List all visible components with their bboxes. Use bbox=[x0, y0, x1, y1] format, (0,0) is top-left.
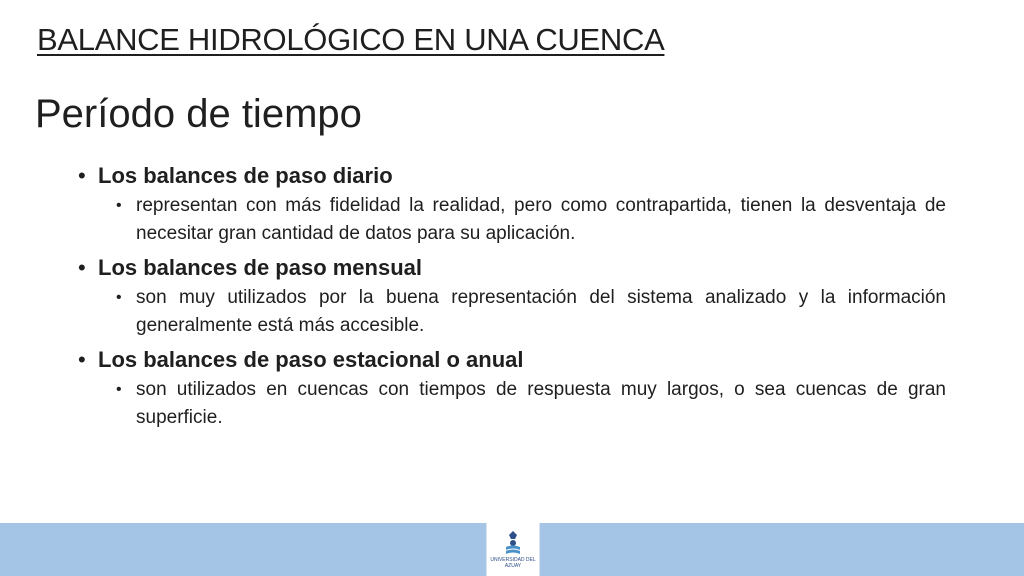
bullet-monthly-detail: • son muy utilizados por la buena representación del sistema analizado y la información generalmente está más accesible. bbox=[116, 284, 946, 340]
bullet-seasonal-balance: • Los balances de paso estacional o anual bbox=[78, 344, 946, 376]
logo-text: UNIVERSIDAD DEL AZUAY bbox=[490, 557, 536, 569]
university-logo bbox=[486, 523, 540, 576]
bullet-daily-balance: • Los balances de paso diario bbox=[78, 160, 946, 192]
slide-heading: BALANCE HIDROLÓGICO EN UNA CUENCA bbox=[37, 22, 665, 57]
slide-title: Período de tiempo bbox=[35, 92, 362, 136]
slide-content bbox=[78, 156, 946, 434]
bullet-daily-detail: • representan con más fidelidad la realidad, pero como contrapartida, tienen la desventaja de necesitar gran cantidad de datos para su aplicación. bbox=[116, 192, 946, 248]
bullet-monthly-balance: • Los balances de paso mensual bbox=[78, 252, 946, 284]
bullet-seasonal-detail: • son utilizados en cuencas con tiempos de respuesta muy largos, o sea cuencas de gran superficie. bbox=[116, 376, 946, 432]
university-crest-icon bbox=[502, 530, 524, 556]
